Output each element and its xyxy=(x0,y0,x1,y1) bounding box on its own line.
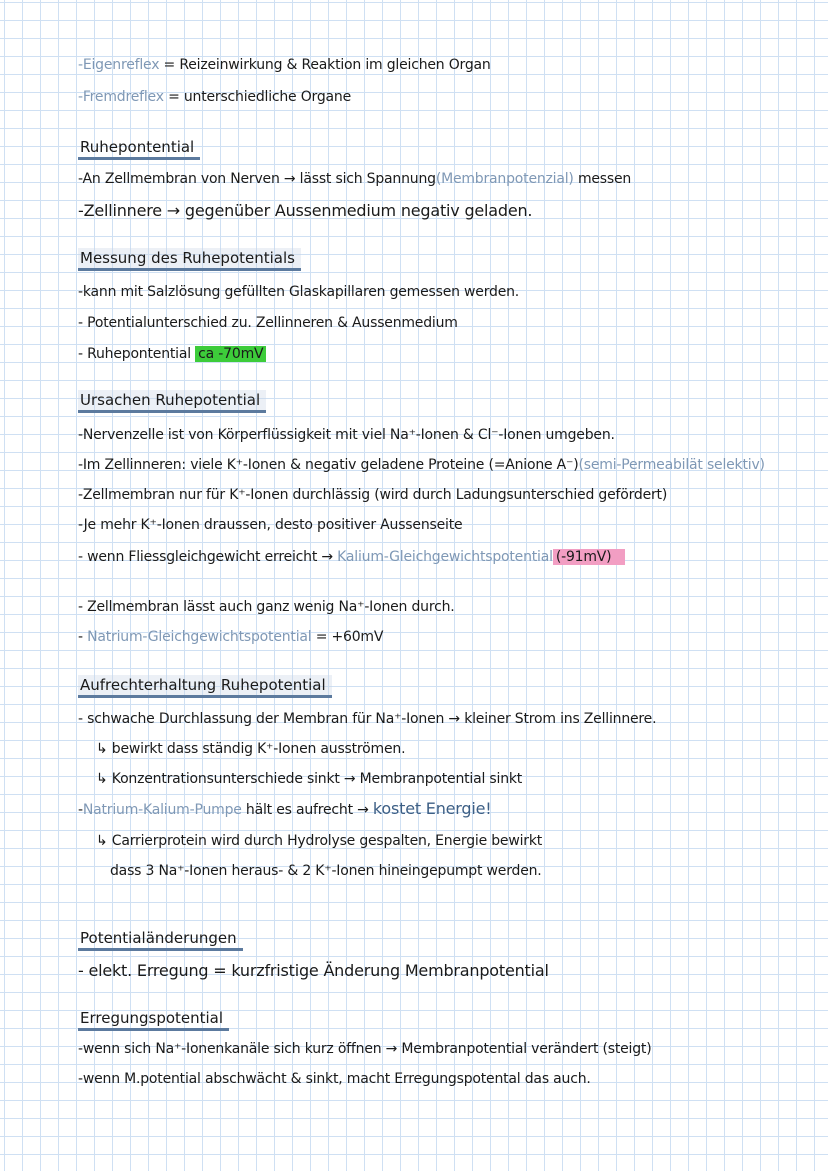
aufrecht-line-5: ↳ Carrierprotein wird durch Hydrolyse gespalten, Energie bewirkt xyxy=(96,833,543,849)
fremdreflex-line xyxy=(78,88,351,106)
erregung-line-1: -wenn sich Na⁺-Ionenkanäle sich kurz öffnen → Membranpotential verändert (steigt) xyxy=(78,1041,652,1057)
ursachen-line-7-dash: - xyxy=(78,629,88,645)
natrium-kalium-pumpe: Natrium-Kalium-Pumpe xyxy=(82,802,242,818)
ursachen-line-5 xyxy=(78,548,625,566)
aufrecht-line-2: ↳ bewirkt dass ständig K⁺-Ionen ausströmen. xyxy=(96,741,406,757)
aufrecht-line-1: - schwache Durchlassung der Membran für Na⁺-Ionen → kleiner Strom ins Zellinnere. xyxy=(78,711,657,727)
ursachen-line-6: - Zellmembran lässt auch ganz wenig Na⁺-Ionen durch. xyxy=(78,599,455,615)
erregung-line-2: -wenn M.potential abschwächt & sinkt, macht Erregungspotental das auch. xyxy=(78,1071,591,1087)
ursachen-line-4: -Je mehr K⁺-Ionen draussen, desto positiver Aussenseite xyxy=(78,517,463,533)
ursachen-line-7 xyxy=(78,628,383,646)
ruhepotential-line-1-end: messen xyxy=(573,171,632,187)
natrium-gleichgewichtspotential: Natrium-Gleichgewichtspotential xyxy=(87,629,312,645)
ursachen-line-3: -Zellmembran nur für K⁺-Ionen durchlässig (wird durch Ladungsunterschied gefördert) xyxy=(78,487,668,503)
ruhepotential-line-1-text: -An Zellmembran von Nerven → lässt sich Spannung xyxy=(78,171,436,187)
aufrecht-line-4 xyxy=(78,800,491,819)
aufrecht-line-6: dass 3 Na⁺-Ionen heraus- & 2 K⁺-Ionen hineingepumpt werden. xyxy=(110,863,542,879)
eigenreflex-term: -Eigenreflex xyxy=(78,57,160,73)
aufrecht-line-4-text: hält es aufrecht → xyxy=(241,802,373,818)
ruhepotential-line-2: -Zellinnere → gegenüber Aussenmedium negativ geladen. xyxy=(78,201,533,220)
ursachen-line-5-text: - wenn Fliessgleichgewicht erreicht → xyxy=(78,549,338,565)
semipermeabel-note: (semi-Permeabilät selektiv) xyxy=(578,457,765,473)
heading-ruhepotential: Ruhepontential xyxy=(78,137,200,160)
kostet-energie: kostet Energie! xyxy=(372,799,492,818)
heading-potentialaenderungen: Potentialänderungen xyxy=(78,928,243,951)
eigenreflex-definition: = Reizeinwirkung & Reaktion im gleichen Organ xyxy=(159,57,491,73)
messung-line-1: -kann mit Salzlösung gefüllten Glaskapillaren gemessen werden. xyxy=(78,284,520,300)
ruhepotential-label: - Ruhepontential xyxy=(78,346,196,362)
messung-line-3 xyxy=(78,345,266,363)
ursachen-line-1: -Nervenzelle ist von Körperflüssigkeit mit viel Na⁺-Ionen & Cl⁻-Ionen umgeben. xyxy=(78,427,615,443)
membranpotenzial-note: (Membranpotenzial) xyxy=(435,171,574,187)
potential-line-1: - elekt. Erregung = kurzfristige Änderung Membranpotential xyxy=(78,961,549,980)
messung-line-2: - Potentialunterschied zu. Zellinneren & Aussenmedium xyxy=(78,315,458,331)
ursachen-line-2 xyxy=(78,456,765,474)
natrium-value: = +60mV xyxy=(311,629,384,645)
heading-erregungspotential: Erregungspotential xyxy=(78,1008,229,1031)
heading-messung: Messung des Ruhepotentials xyxy=(78,248,301,271)
ruhepotential-line-1 xyxy=(78,170,631,188)
eigenreflex-line xyxy=(78,56,491,74)
aufrecht-line-4-dash: - xyxy=(78,802,83,818)
ruhepotential-value-highlight: ca -70mV xyxy=(195,346,266,362)
aufrecht-line-3: ↳ Konzentrationsunterschiede sinkt → Membranpotential sinkt xyxy=(96,771,523,787)
heading-aufrechterhaltung: Aufrechterhaltung Ruhepotential xyxy=(78,675,332,698)
ursachen-line-2-text: -Im Zellinneren: viele K⁺-Ionen & negativ geladene Proteine (=Anione A⁻) xyxy=(78,457,579,473)
fremdreflex-definition: = unterschiedliche Organe xyxy=(163,89,351,105)
fremdreflex-term: -Fremdreflex xyxy=(78,89,164,105)
kalium-value-highlight: (-91mV) xyxy=(553,549,626,565)
heading-ursachen: Ursachen Ruhepotential xyxy=(78,390,266,413)
kalium-gleichgewichtspotential: Kalium-Gleichgewichtspotential xyxy=(337,549,553,565)
